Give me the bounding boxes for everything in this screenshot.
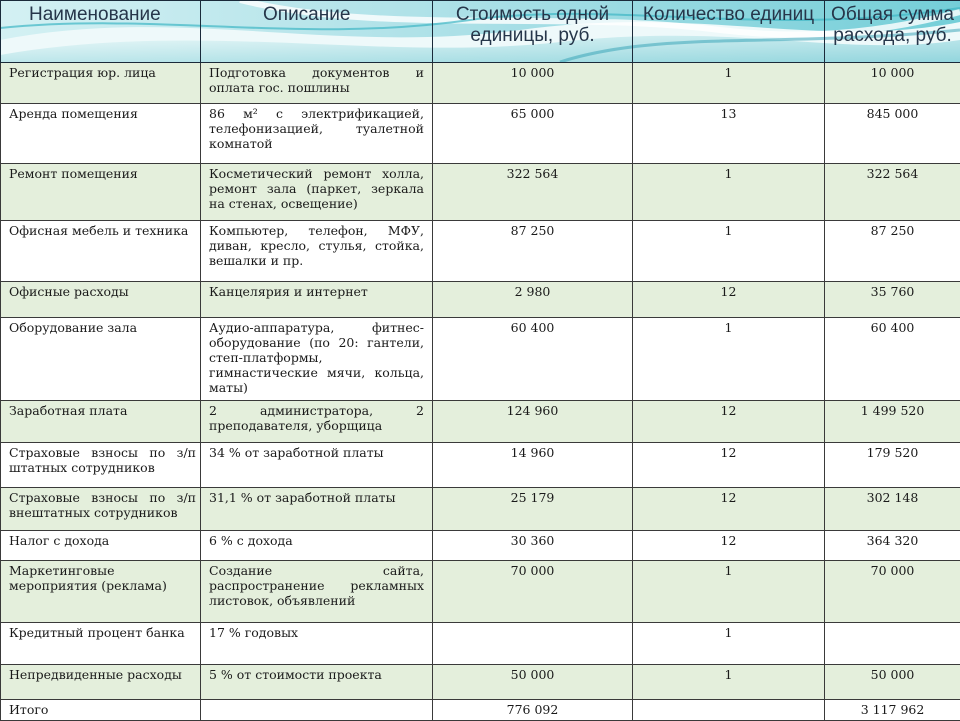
cell-unit-cost: 50 000 <box>433 665 633 700</box>
cell-name: Аренда помещения <box>1 104 201 164</box>
table-row <box>1 282 960 318</box>
cell-quantity: 12 <box>633 443 825 488</box>
cell-name: Маркетинговые мероприятия (реклама) <box>1 561 201 623</box>
cell-name: Офисные расходы <box>1 282 201 318</box>
table-header-row <box>1 1 960 63</box>
cell-total: 364 320 <box>825 531 960 561</box>
cell-unit-cost: 322 564 <box>433 164 633 221</box>
table-row <box>1 623 960 665</box>
cell-description: Компьютер, телефон, МФУ, диван, кресло, стулья, стойка, вешалки и пр. <box>201 221 433 282</box>
cell-name: Страховые взносы по з/п внештатных сотрудников <box>1 488 201 531</box>
cell-description: 5 % от стоимости проекта <box>201 665 433 700</box>
table-row <box>1 318 960 401</box>
cell-total <box>825 623 960 665</box>
header-unit-cost: Стоимость одной единицы, руб. <box>433 1 633 63</box>
cell-unit-cost: 70 000 <box>433 561 633 623</box>
cell-unit-cost: 124 960 <box>433 401 633 443</box>
cell-quantity: 1 <box>633 623 825 665</box>
cell-unit-cost: 2 980 <box>433 282 633 318</box>
table-row-total <box>1 700 960 721</box>
cell-description: Канцелярия и интернет <box>201 282 433 318</box>
cell-unit-cost: 30 360 <box>433 531 633 561</box>
cell-total: 87 250 <box>825 221 960 282</box>
cell-total: 322 564 <box>825 164 960 221</box>
cell-description: 31,1 % от заработной платы <box>201 488 433 531</box>
cell-name: Итого <box>1 700 201 721</box>
cell-total: 179 520 <box>825 443 960 488</box>
cell-description: Косметический ремонт холла, ремонт зала (паркет, зеркала на стенах, освещение) <box>201 164 433 221</box>
cell-total: 3 117 962 <box>825 700 960 721</box>
table-row <box>1 401 960 443</box>
cell-quantity: 12 <box>633 488 825 531</box>
table-row <box>1 443 960 488</box>
cell-description: 34 % от заработной платы <box>201 443 433 488</box>
cell-quantity: 1 <box>633 318 825 401</box>
cell-quantity: 1 <box>633 221 825 282</box>
header-quantity: Количество единиц <box>633 1 825 63</box>
cell-name: Ремонт помещения <box>1 164 201 221</box>
cell-description: Создание сайта, распространение рекламных листовок, объявлений <box>201 561 433 623</box>
cell-unit-cost: 10 000 <box>433 63 633 104</box>
cell-unit-cost: 60 400 <box>433 318 633 401</box>
table-row <box>1 164 960 221</box>
cell-unit-cost: 87 250 <box>433 221 633 282</box>
cell-quantity: 1 <box>633 561 825 623</box>
cell-total: 35 760 <box>825 282 960 318</box>
cell-quantity: 12 <box>633 531 825 561</box>
cell-name: Офисная мебель и техника <box>1 221 201 282</box>
cell-quantity <box>633 700 825 721</box>
cell-name: Непредвиденные расходы <box>1 665 201 700</box>
cell-unit-cost: 14 960 <box>433 443 633 488</box>
cell-total: 302 148 <box>825 488 960 531</box>
header-name: Наименование <box>1 1 201 63</box>
cell-description: 86 м² с электрификацией, телефонизацией, туалетной комнатой <box>201 104 433 164</box>
cell-description: Аудио-аппаратура, фитнес-оборудование (по 20: гантели, степ-платформы, гимнастические мячи, кольца, маты) <box>201 318 433 401</box>
cell-quantity: 1 <box>633 665 825 700</box>
cell-total: 10 000 <box>825 63 960 104</box>
cell-name: Заработная плата <box>1 401 201 443</box>
cell-quantity: 13 <box>633 104 825 164</box>
table-row <box>1 531 960 561</box>
cell-unit-cost: 25 179 <box>433 488 633 531</box>
cell-description: 2 администратора, 2 преподавателя, уборщица <box>201 401 433 443</box>
cell-quantity: 12 <box>633 282 825 318</box>
table-row <box>1 488 960 531</box>
cell-name: Кредитный процент банка <box>1 623 201 665</box>
table-row <box>1 561 960 623</box>
cell-quantity: 1 <box>633 63 825 104</box>
cell-total: 50 000 <box>825 665 960 700</box>
cell-quantity: 12 <box>633 401 825 443</box>
table-row <box>1 665 960 700</box>
cell-quantity: 1 <box>633 164 825 221</box>
cell-unit-cost: 776 092 <box>433 700 633 721</box>
cell-name: Налог с дохода <box>1 531 201 561</box>
cell-total: 60 400 <box>825 318 960 401</box>
cell-description: 6 % с дохода <box>201 531 433 561</box>
table-row <box>1 221 960 282</box>
cell-name: Оборудование зала <box>1 318 201 401</box>
table-row <box>1 104 960 164</box>
header-description: Описание <box>201 1 433 63</box>
cell-unit-cost: 65 000 <box>433 104 633 164</box>
cell-description: 17 % годовых <box>201 623 433 665</box>
table-row <box>1 63 960 104</box>
cell-description <box>201 700 433 721</box>
cell-name: Страховые взносы по з/п штатных сотрудников <box>1 443 201 488</box>
header-total: Общая сумма расхода, руб. <box>825 1 960 63</box>
cell-total: 70 000 <box>825 561 960 623</box>
cell-unit-cost <box>433 623 633 665</box>
cell-total: 1 499 520 <box>825 401 960 443</box>
cell-name: Регистрация юр. лица <box>1 63 201 104</box>
cell-total: 845 000 <box>825 104 960 164</box>
cell-description: Подготовка документов и оплата гос. пошлины <box>201 63 433 104</box>
